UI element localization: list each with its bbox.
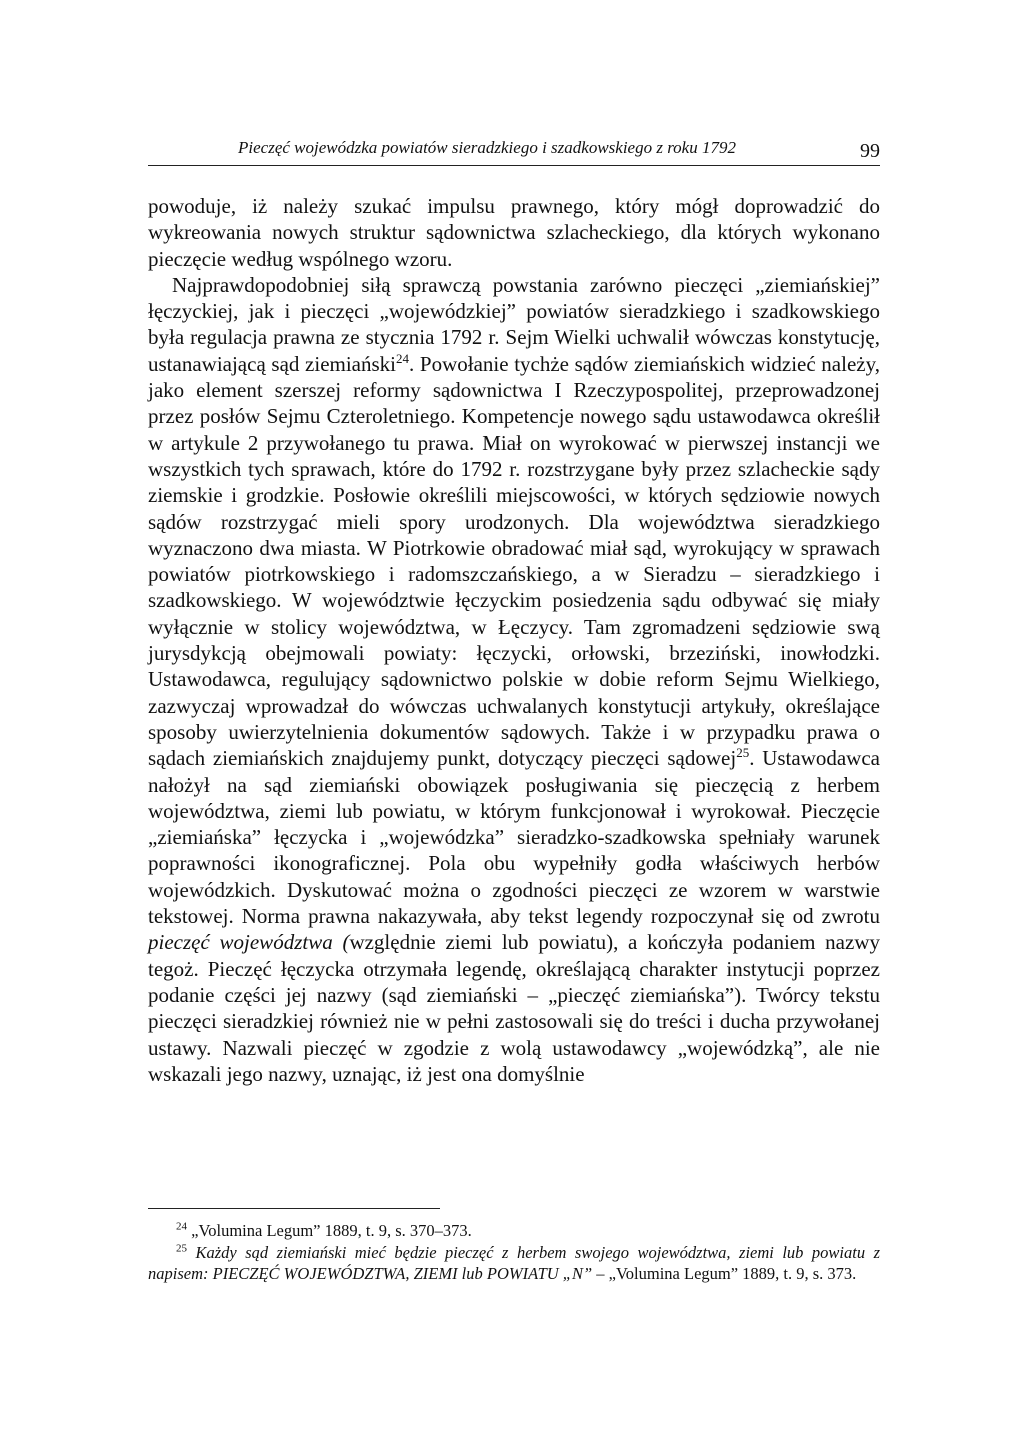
footnote-24 (148, 1220, 880, 1242)
paragraph-2-emphasis: pieczęć województwa ( (148, 930, 350, 955)
footnote-ref-25[interactable]: 25 (736, 745, 750, 761)
document-page (148, 0, 880, 1455)
running-header (148, 137, 880, 166)
body-text (148, 193, 880, 1087)
footnote-quote: Każdy sąd ziemiański mieć będzie pieczęć z herbem swojego województwa, ziemi lub powiatu z napisem: PIECZĘĆ WOJEWÓDZTWA, ZIEMI lub POWIATU „N” (148, 1242, 880, 1283)
paragraph-2-text-c: . Ustawodawca nałożył na sąd ziemiański obowiązek posługiwania się pieczęcią z herbem województwa, ziemi lub powiatu, w którym funkcjonował i wyrokował. Pieczęcie „ziemiańska” łęczycka i „wojewódzka” sieradzko-szadkowska spełniały warunek poprawności ikonograficznej. Pola obu wypełniły godła właściwych herbów wojewódzkich. Dyskutować można o zgodności pieczęci ze wzorem w warstwie tekstowej. Norma prawna nakazywała, aby tekst legendy rozpoczynał się od zwrotu (148, 746, 880, 929)
paragraph-2-text-b: . Powołanie tychże sądów ziemiańskich widzieć należy, jako element szerszej reformy sądownictwa I Rzeczypospolitej, przeprowadzonej przez posłów Sejmu Czteroletniego. Kompetencje nowego sądu ustawodawca określił w artykule 2 przywołanego tu prawa. Miał on wyrokować w pierwszej instancji we wszystkich tych sprawach, które do 1792 r. rozstrzygane były przez szlacheckie sądy ziemskie i grodzkie. Posłowie określili miejscowości, w których sędziowie nowych sądów rozstrzygać mieli spory urodzonych. Dla województwa sieradzkiego wyznaczono dwa miasta. W Piotrkowie obradować miał sąd, wyrokujący w sprawach powiatów piotrkowskiego i radomszczańskiego, a w Sieradzu – sieradzkiego i szadkowskiego. W województwie łęczyckim posiedzenia sądu odbywać się miały wyłącznie w stolicy województwa, w Łęczycy. Tam zgromadzeni sędziowie swą jurysdykcją obejmowali powiaty: łęczycki, orłowski, brzeziński, inowłodzki. Ustawodawca, regulujący sądownictwo polskie w dobie reform Sejmu Wielkiego, zazwyczaj wprowadzał do wówczas uchwalanych konstytucji artykuły, określające sposoby uwierzytelnienia dokumentów sądowych. Także i w przypadku prawa o sądach ziemiańskich znajdujemy punkt, dotyczący pieczęci sądowej (148, 351, 880, 771)
footnote-text: – „Volumina Legum” 1889, t. 9, s. 373. (592, 1264, 857, 1283)
running-title: Pieczęć wojewódzka powiatów sieradzkiego i szadkowskiego z roku 1792 (238, 138, 736, 157)
footnote-ref-24[interactable]: 24 (396, 350, 410, 366)
paragraph-1-text: powoduje, iż należy szukać impulsu prawnego, który mógł doprowadzić do wykreowania nowych struktur sądownictwa szlacheckiego, dla których wykonano pieczęcie według wspólnego wzoru. (148, 194, 880, 271)
footnotes (148, 1220, 880, 1285)
paragraph-2-text-d: względnie ziemi lub powiatu), a kończyła podaniem nazwy tegoż. Pieczęć łęczycka otrzymała legendę, określającą charakter instytucji poprzez podanie części jej nazwy (sąd ziemiański – „pieczęć ziemiańska”). Twórcy tekstu pieczęci sieradzkiej również nie w pełni zastosowali się do treści i ducha przywołanej ustawy. Nazwali pieczęć w zgodzie z wolą ustawodawcy „wojewódzką”, ale nie wskazali jego nazwy, uznając, iż jest ona domyślnie (148, 930, 880, 1086)
paragraph-2 (148, 272, 880, 1087)
paragraph-2-text-a: Najprawdopodobniej siłą sprawczą powstania zarówno pieczęci „ziemiańskiej” łęczyckiej, jak i pieczęci „wojewódzkiej” powiatów sieradzkiego i szadkowskiego była regulacja prawna ze stycznia 1792 r. Sejm Wielki uchwalił wówczas konstytucję, ustanawiającą sąd ziemiański (148, 272, 880, 376)
footnote-text: „Volumina Legum” 1889, t. 9, s. 370–373. (191, 1221, 472, 1240)
footnote-divider (148, 1208, 440, 1209)
footnote-25 (148, 1242, 880, 1285)
footnote-number: 24 (176, 1220, 187, 1233)
page-number: 99 (860, 140, 880, 162)
footnote-number: 25 (176, 1242, 187, 1254)
paragraph-1 (148, 193, 880, 272)
